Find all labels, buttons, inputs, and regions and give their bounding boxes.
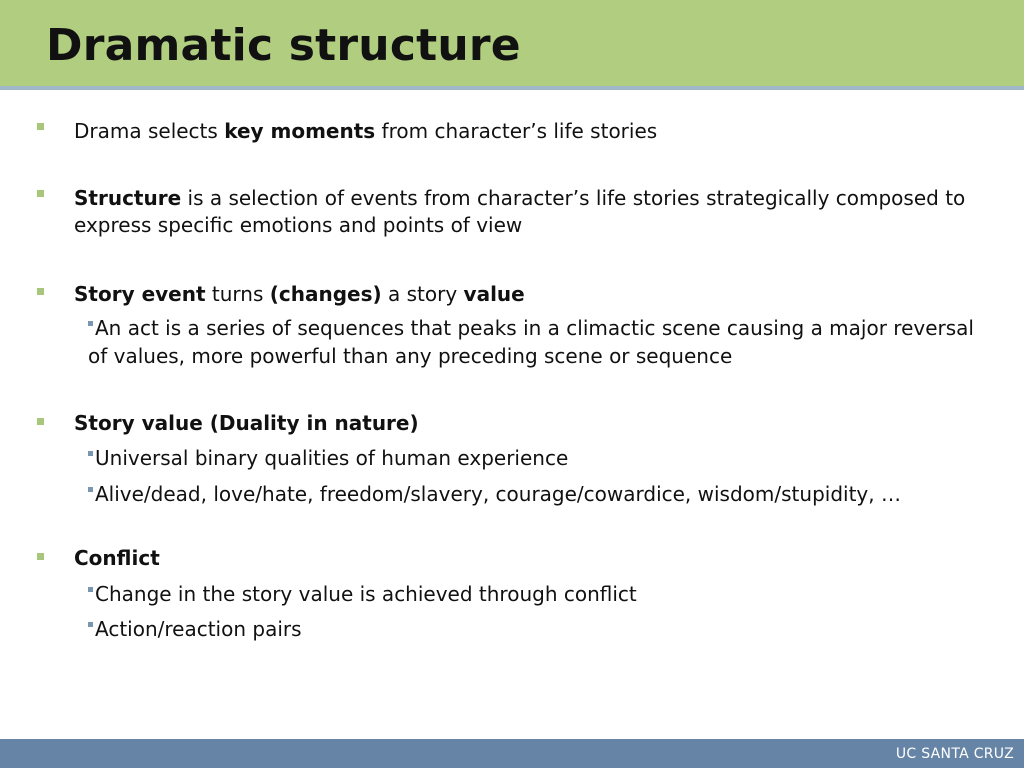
footer-institution: UC SANTA CRUZ [895,746,1014,762]
sub-bullet-text: Alive/dead, love/hate, freedom/slavery, courage/cowardice, wisdom/stupidity, … [95,482,901,506]
sub-bullet-text: An act is a series of sequences that peaks in a climactic scene causing a major reversal of values, more powerful than any preceding scene or sequence [88,316,974,368]
bullet-item-4 [74,410,984,437]
sub-bullet-text: Universal binary qualities of human experience [95,446,569,470]
bullet-item-5 [74,545,984,572]
bullet-text: Drama selects [74,119,225,143]
bullet-emphasis: Story event [74,282,206,306]
bullet-marker-icon [37,553,44,560]
bullet-item-3 [74,281,984,308]
bullet-text: from character’s life stories [375,119,658,143]
bullet-marker-icon [37,190,44,197]
bullet-emphasis: Conflict [74,546,160,570]
sub-bullet-marker-icon [88,487,93,492]
bullet-marker-icon [37,123,44,130]
sub-bullet-marker-icon [88,587,93,592]
sub-bullet-marker-icon [88,321,93,326]
sub-bullet-item [88,615,988,643]
sub-bullet-marker-icon [88,622,93,627]
bullet-emphasis: key moments [224,119,376,143]
bullet-emphasis: (changes) [269,282,382,306]
sub-bullet-item [88,444,988,472]
sub-bullet-marker-icon [88,451,93,456]
sub-bullet-item [88,480,988,508]
bullet-text: is a selection of events from character’s life stories strategically composed to express specific emotions and points of view [74,186,966,237]
sub-bullet-text: Action/reaction pairs [95,617,302,641]
bullet-text: turns [205,282,270,306]
bullet-emphasis: value [463,282,525,306]
bullet-marker-icon [37,418,44,425]
bullet-emphasis: Structure [74,186,182,210]
bullet-item-2 [74,185,984,239]
sub-bullet-item [88,580,988,608]
bullet-marker-icon [37,288,44,295]
slide-title: Dramatic structure [46,20,521,71]
bullet-emphasis: Story value (Duality in nature) [74,411,419,435]
bullet-item-1 [74,118,984,145]
bullet-text: a story [381,282,464,306]
footer-bar [0,739,1024,768]
sub-bullet-item [88,314,988,370]
sub-bullet-text: Change in the story value is achieved through conflict [95,582,637,606]
